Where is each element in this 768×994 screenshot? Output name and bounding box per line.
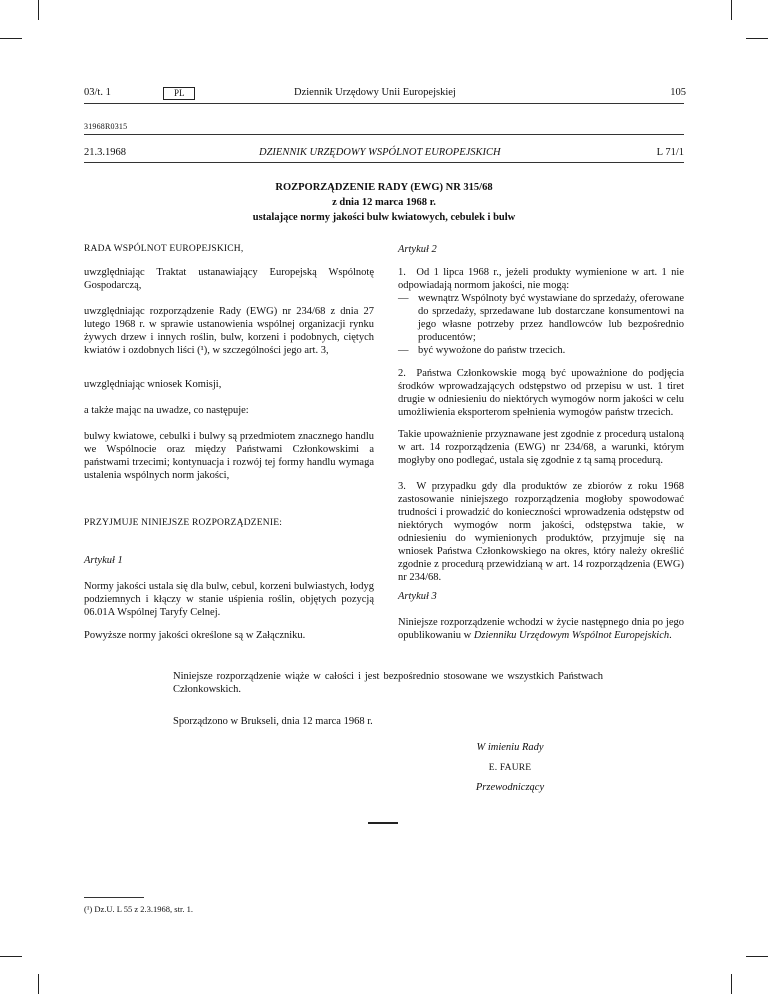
celex-rule xyxy=(84,134,684,135)
dash-item-text: być wywożone do państw trzecich. xyxy=(418,345,566,356)
language-box: PL xyxy=(163,87,195,100)
article-2-dash-item xyxy=(398,344,684,357)
article-2-paragraph-1: 1. Od 1 lipca 1968 r., jeżeli produkty wymienione w art. 1 nie odpowiadają normom jakości, nie mogą: xyxy=(398,267,684,291)
recital-regulation: uwzględniając rozporządzenie Rady (EWG) nr 234/68 z dnia 27 lutego 1968 r. w sprawie ustanowienia wspólnej organizacji rynku żywych drzew i innych roślin, bulw, korzeni i podobnych, ciętych kwiatów i ozdobnych liści (¹), w szczególności jego art. 3, xyxy=(84,306,374,356)
crop-mark xyxy=(0,956,22,957)
article-3-text-end: . xyxy=(669,630,672,641)
journal-name: Dziennik Urzędowy Unii Europejskiej xyxy=(294,87,456,98)
article-2-paragraph-2: 2. Państwa Członkowskie mogą być upoważnione do podjęcia środków wprowadzających odstępstwo od przepisu w ust. 1 tiret drugie w odniesieniu do niektórych wymogów norm jakości w celu umożliwienia eksporterom spełnienia wymogów państw trzecich. xyxy=(398,368,684,418)
article-2-paragraph-3: 3. W przypadku gdy dla produktów ze zbiorów z roku 1968 zastosowanie niniejszego rozporządzenia mogłoby spowodować trudności i prowadzić do konieczności wprowadzenia odstępstw od niektórych wymogów norm jakości, odstępstwa takie, w odniesieniu do wymienionych produktów, przyjmuje się na wniosek Państwa Członkowskiego na okres, który należy określić zgodnie z procedurą przewidzianą w art. 14 rozporządzenia (EWG) nr 234/68. xyxy=(398,481,684,583)
source-rule xyxy=(84,162,684,163)
source-journal: DZIENNIK URZĘDOWY WSPÓLNOT EUROPEJSKICH xyxy=(259,147,501,158)
footnote: (¹) Dz.U. L 55 z 2.3.1968, str. 1. xyxy=(84,904,193,914)
article-1-paragraph-2: Powyższe normy jakości określone są w Załączniku. xyxy=(84,630,306,641)
adopts-statement: PRZYJMUJE NINIEJSZE ROZPORZĄDZENIE: xyxy=(84,518,283,528)
dash-bullet: — xyxy=(398,293,409,304)
page-title xyxy=(84,180,684,225)
volume-number: 03/t. 1 xyxy=(84,87,111,98)
binding-statement: Niniejsze rozporządzenie wiąże w całości i jest bezpośrednio stosowane we wszystkich Państwach Członkowskich. xyxy=(173,671,603,695)
header-rule xyxy=(84,103,684,104)
article-2-paragraph-2b: Takie upoważnienie przyznawane jest zgodnie z procedurą ustaloną w art. 14 rozporządzenia (EWG) nr 234/68, a warunki, którym mogłyby ono podlegać, ustala się zgodnie z tą samą procedurą. xyxy=(398,429,684,466)
council-name: RADA WSPÓLNOT EUROPEJSKICH, xyxy=(84,244,244,254)
crop-mark xyxy=(731,974,732,994)
source-reference: L 71/1 xyxy=(656,147,684,158)
crop-mark xyxy=(746,956,768,957)
article-3-text-start: Niniejsze rozporządzenie wchodzi w życie następnego dnia po jego opublikowaniu w xyxy=(398,617,684,641)
article-2-title: Artykuł 2 xyxy=(398,244,437,255)
footnote-rule xyxy=(84,897,144,898)
signatory-name: E. FAURE xyxy=(488,763,532,773)
page-number: 105 xyxy=(670,87,686,98)
end-rule xyxy=(368,822,398,824)
recital-trade: bulwy kwiatowe, cebulki i bulwy są przedmiotem znacznego handlu we Wspólnocie oraz między Państwami Członkowskimi a państwami trzecimi; kontynuacja i rozwój tej formy handlu wymaga ustalenia wspólnych norm jakości, xyxy=(84,431,374,481)
official-journal-name: Dzienniku Urzędowym Wspólnot Europejskich xyxy=(473,630,670,641)
title-line-3: ustalające normy jakości bulw kwiatowych, cebulek i bulw xyxy=(252,212,516,223)
dash-bullet: — xyxy=(398,345,409,356)
crop-mark xyxy=(731,0,732,20)
recital-proposal: uwzględniając wniosek Komisji, xyxy=(84,379,222,390)
article-3-title: Artykuł 3 xyxy=(398,591,437,602)
signature-for: W imieniu Rady xyxy=(476,742,544,753)
article-1-paragraph-1: Normy jakości ustala się dla bulw, cebul, korzeni bulwiastych, łodyg podziemnych i kłączy w stanie uśpienia roślin, objętych pozycją 06.01A Wspólnej Taryfy Celnej. xyxy=(84,581,374,618)
crop-mark xyxy=(0,38,22,39)
article-3-text xyxy=(398,616,684,642)
source-date: 21.3.1968 xyxy=(84,147,126,158)
recital-treaty: uwzględniając Traktat ustanawiający Europejską Wspólnotę Gospodarczą, xyxy=(84,267,374,291)
crop-mark xyxy=(38,0,39,20)
article-1-title: Artykuł 1 xyxy=(84,555,123,566)
dash-item-text: wewnątrz Wspólnoty być wystawiane do sprzedaży, oferowane do sprzedaży, sprzedawane lub dostarczane konsumentowi na jego własne potrzeby przez handlowców lub bezpośrednio producentów; xyxy=(418,293,684,343)
done-at: Sporządzono w Brukseli, dnia 12 marca 1968 r. xyxy=(173,716,373,727)
crop-mark xyxy=(38,974,39,994)
crop-mark xyxy=(746,38,768,39)
article-2-dash-item xyxy=(398,292,684,344)
recital-whereas: a także mając na uwadze, co następuje: xyxy=(84,405,249,416)
signatory-role: Przewodniczący xyxy=(475,782,545,793)
signature-block xyxy=(420,740,600,795)
title-line-2: z dnia 12 marca 1968 r. xyxy=(332,197,436,208)
celex-number: 31968R0315 xyxy=(84,122,128,131)
title-line-1: ROZPORZĄDZENIE RADY (EWG) NR 315/68 xyxy=(275,182,493,193)
